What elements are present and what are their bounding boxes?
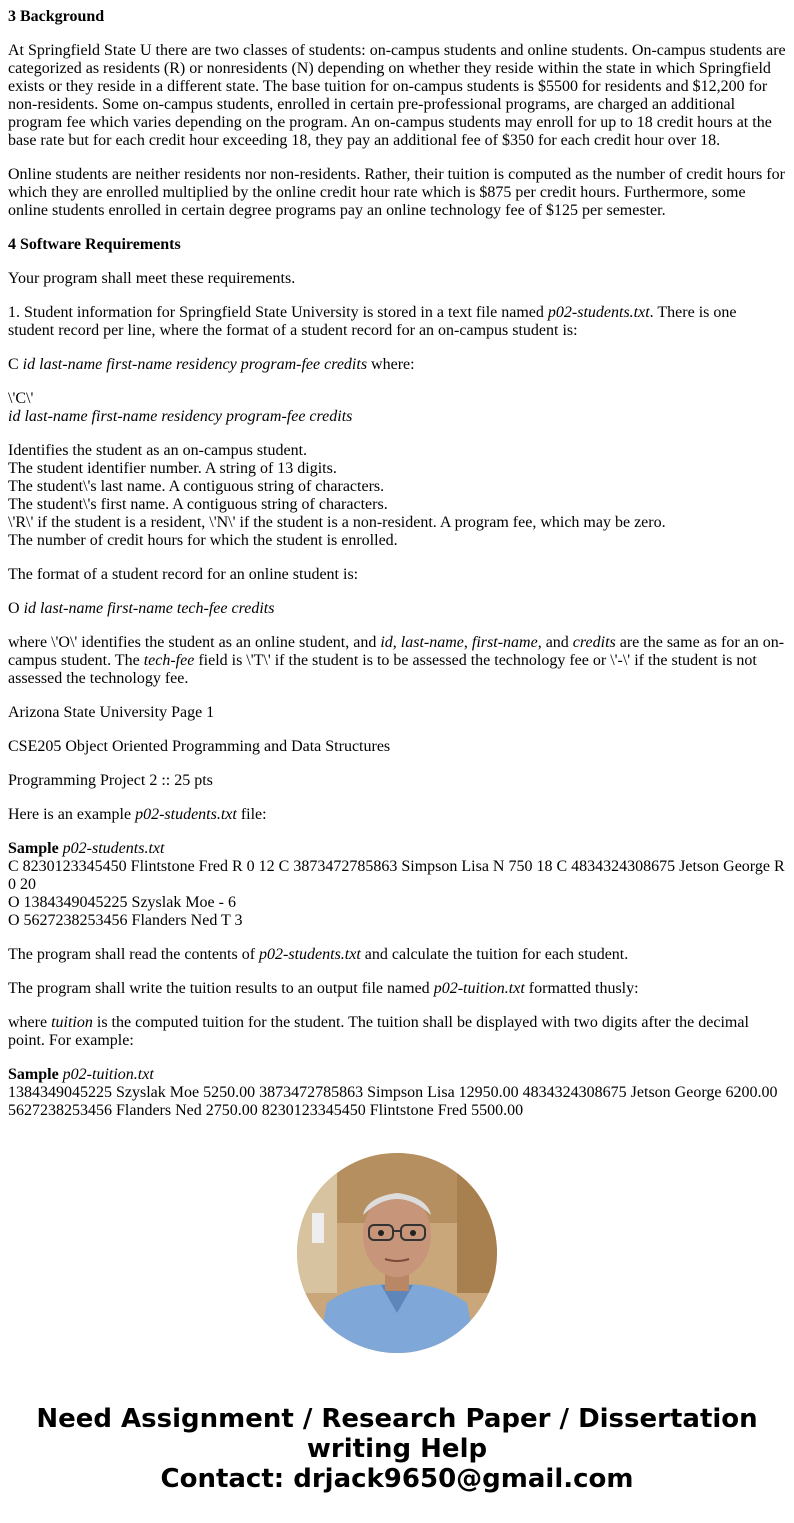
sample-tuition-block: Sample p02-tuition.txt 1384349045225 Szyslak Moe 5250.00 3873472785863 Simpson Lisa 12950.00 4834324308675 Jetson George 6200.00 5627238253456 Flanders Ned 2750.00 8230123345450 Flintstone Fred 5500.00 — [8, 1066, 778, 1119]
page-footer-university: Arizona State University Page 1 — [8, 704, 215, 721]
field-desc: Identifies the student as an on-campus student. — [8, 442, 308, 459]
sample-students-block: Sample p02-students.txt C 8230123345450 Flintstone Fred R 0 12 C 3873472785863 Simpson Lisa N 750 18 C 4834324308675 Jetson George R 0 20 O 1384349045225 Szyslak Moe - 6 O 5627238253456 Flanders Ned T 3 — [8, 840, 785, 929]
online-format-intro: The format of a student record for an online student is: — [8, 566, 359, 583]
requirement-1: 1. Student information for Springfield State University is stored in a text file named p02-students.txt. There is one student record per line, where the format of a student record for an on-campus student is: — [8, 304, 737, 339]
background-paragraph-1: At Springfield State U there are two classes of students: on-campus students and online students. On-campus students are categorized as residents (R) or nonresidents (N) depending on whether they reside within the state in which Springfield exists or they reside in a different state. The base tuition for on-campus students is $5500 for residents and $12,200 for non-residents. Some on-campus students, enrolled in certain pre-professional programs, are charged an additional program fee which varies depending on the program. An on-campus students may enroll for up to 18 credit hours at the base rate but for each credit hour exceeding 18, they pay an additional fee of $350 for each credit hour over 18. — [8, 42, 786, 149]
author-portrait-image — [297, 1153, 497, 1353]
sample-line: O 5627238253456 Flanders Ned T 3 — [8, 912, 243, 929]
sample-output: 1384349045225 Szyslak Moe 5250.00 3873472785863 Simpson Lisa 12950.00 4834324308675 Jetson George 6200.00 5627238253456 Flanders Ned 2750.00 8230123345450 Flintstone Fred 5500.00 — [8, 1084, 778, 1119]
field-descriptions — [8, 442, 786, 550]
field-desc: The student\'s last name. A contiguous string of characters. — [8, 478, 385, 495]
tuition-format-note: where tuition is the computed tuition for the student. The tuition shall be displayed with two digits after the decimal point. For example: — [8, 1014, 749, 1049]
field-desc: The student identifier number. A string of 13 digits. — [8, 460, 337, 477]
requirements-heading: 4 Software Requirements — [8, 236, 181, 253]
page-footer-project: Programming Project 2 :: 25 pts — [8, 772, 213, 789]
background-paragraph-2: Online students are neither residents nor non-residents. Rather, their tuition is computed as the number of credit hours for which they are enrolled multiplied by the online credit hour rate which is $875 per credit hours. Furthermore, some online students enrolled in certain degree programs pay an online technology fee of $125 per semester. — [8, 166, 785, 219]
requirements-intro: Your program shall meet these requirements. — [8, 270, 296, 287]
sample-line: C 8230123345450 Flintstone Fred R 0 12 C 3873472785863 Simpson Lisa N 750 18 C 4834324308675 Jetson George R 0 20 — [8, 858, 785, 893]
field-desc: \'R\' if the student is a resident, \'N\' if the student is a non-resident. A program fee, which may be zero. — [8, 514, 666, 531]
page-footer-course: CSE205 Object Oriented Programming and Data Structures — [8, 738, 391, 755]
online-format: O id last-name first-name tech-fee credits — [8, 600, 275, 617]
promo-banner — [0, 1404, 794, 1494]
promo-line-2: writing Help — [306, 1434, 488, 1464]
author-photo — [297, 1153, 497, 1353]
oncampus-format: C id last-name first-name residency program-fee credits where: — [8, 356, 415, 373]
field-desc: The number of credit hours for which the student is enrolled. — [8, 532, 398, 549]
field-table-header: \'C\' id last-name first-name residency program-fee credits — [8, 390, 353, 425]
document-body — [8, 8, 786, 1136]
background-heading: 3 Background — [8, 8, 105, 25]
promo-line-1: Need Assignment / Research Paper / Dissertation — [36, 1404, 758, 1434]
field-desc: The student\'s first name. A contiguous string of characters. — [8, 496, 388, 513]
read-instruction: The program shall read the contents of p02-students.txt and calculate the tuition for each student. — [8, 946, 629, 963]
example-intro: Here is an example p02-students.txt file: — [8, 806, 267, 823]
write-instruction: The program shall write the tuition results to an output file named p02-tuition.txt formatted thusly: — [8, 980, 639, 997]
sample-line: O 1384349045225 Szyslak Moe - 6 — [8, 894, 236, 911]
promo-contact: Contact: drjack9650@gmail.com — [160, 1464, 634, 1494]
filename: p02-students.txt — [547, 304, 650, 321]
online-description: where \'O\' identifies the student as an online student, and id, last-name, first-name, and credits are the same as for an on-campus student. The tech-fee field is \'T\' if the student is to be assessed the technology fee or \'-\' if the student is not assessed the technology fee. — [8, 634, 785, 687]
